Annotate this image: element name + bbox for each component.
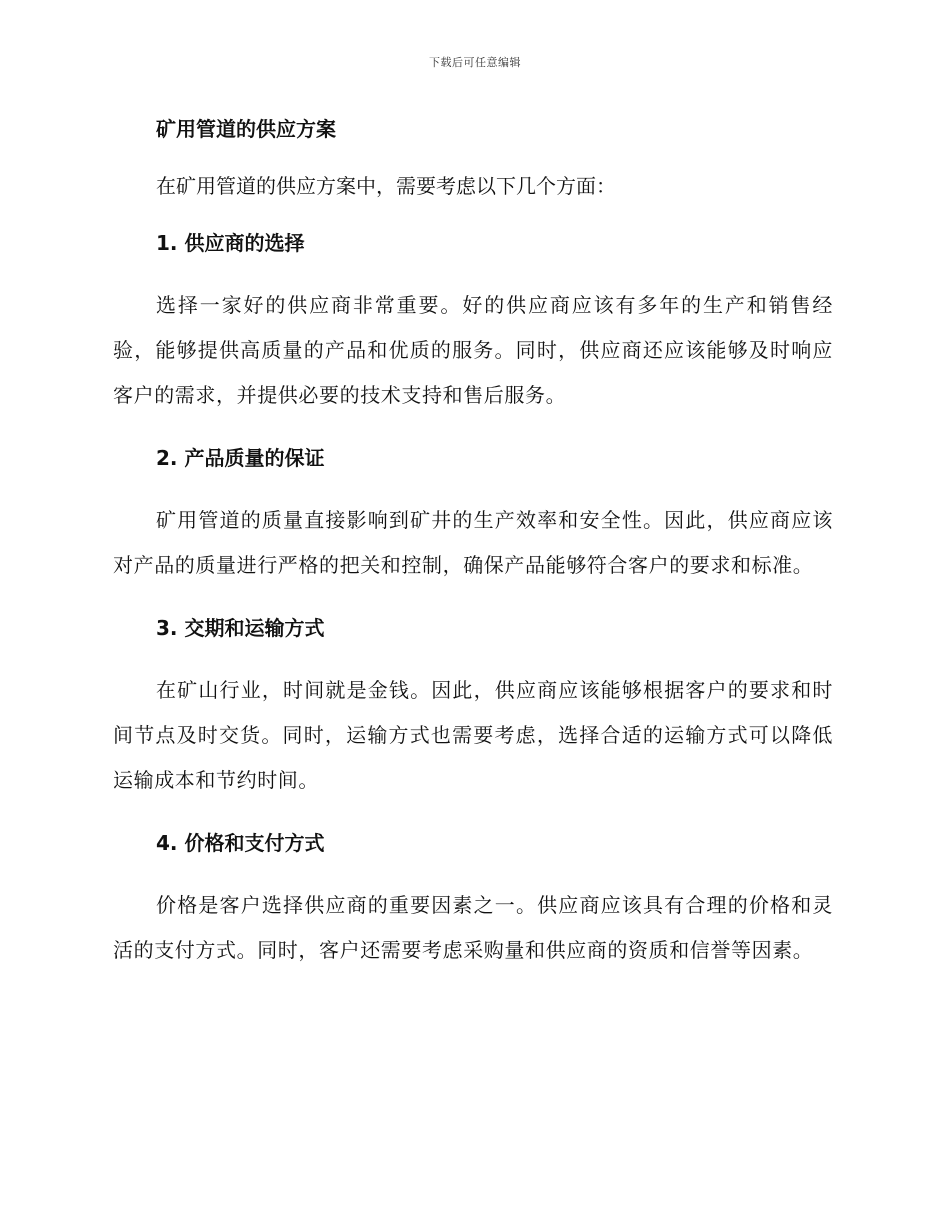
section-heading-price-payment: 4. 价格和支付方式 xyxy=(156,831,325,855)
section-heading-supplier-selection: 1. 供应商的选择 xyxy=(156,231,305,255)
page-header: 下载后可任意编辑 xyxy=(429,56,521,69)
section-body-price-payment: 价格是客户选择供应商的重要因素之一。供应商应该具有合理的价格和灵活的支付方式。同时，客户还需要考虑采购量和供应商的资质和信誉等因素。 xyxy=(113,893,833,962)
intro-paragraph: 在矿用管道的供应方案中，需要考虑以下几个方面： xyxy=(156,174,616,198)
document-title: 矿用管道的供应方案 xyxy=(156,117,336,141)
section-body-delivery-transport: 在矿山行业，时间就是金钱。因此，供应商应该能够根据客户的要求和时间节点及时交货。同时，运输方式也需要考虑，选择合适的运输方式可以降低运输成本和节约时间。 xyxy=(113,678,833,792)
section-heading-delivery-transport: 3. 交期和运输方式 xyxy=(156,616,325,640)
section-heading-quality-assurance: 2. 产品质量的保证 xyxy=(156,446,325,470)
section-body-supplier-selection: 选择一家好的供应商非常重要。好的供应商应该有多年的生产和销售经验，能够提供高质量的产品和优质的服务。同时，供应商还应该能够及时响应客户的需求，并提供必要的技术支持和售后服务。 xyxy=(113,293,833,407)
section-body-quality-assurance: 矿用管道的质量直接影响到矿井的生产效率和安全性。因此，供应商应该对产品的质量进行严格的把关和控制，确保产品能够符合客户的要求和标准。 xyxy=(113,508,833,577)
document-body xyxy=(113,112,833,996)
